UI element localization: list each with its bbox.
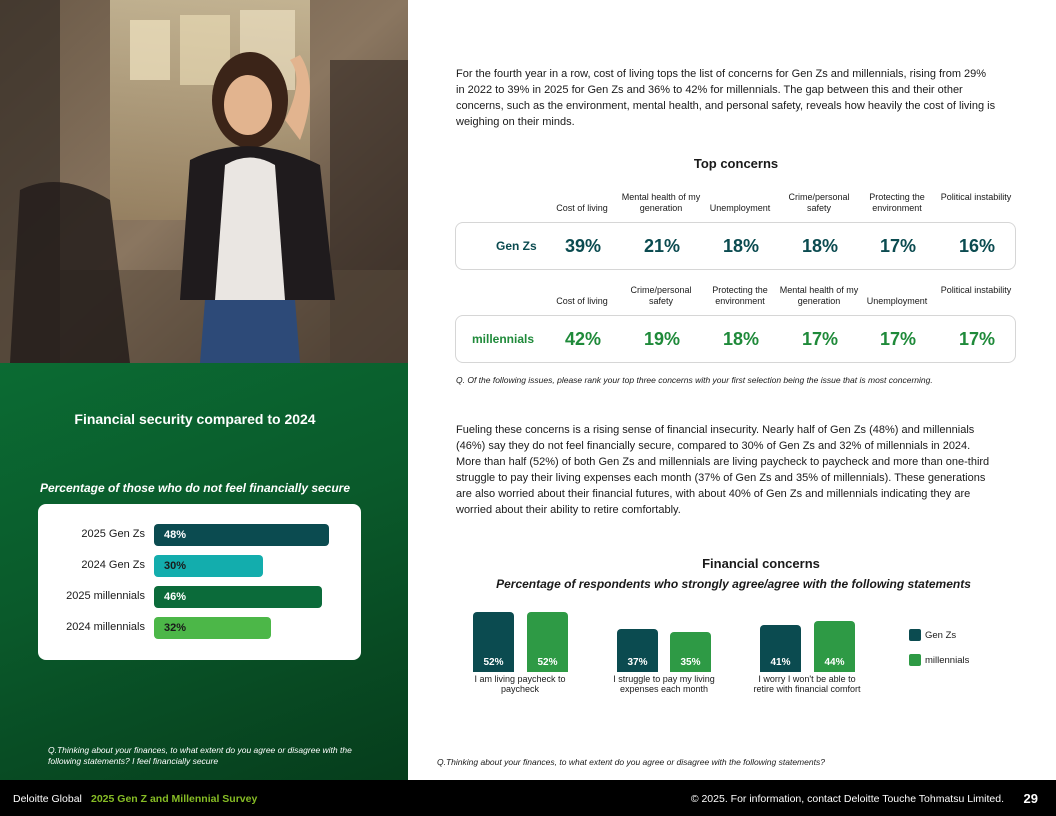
hbar-value-label: 32% bbox=[164, 622, 187, 634]
hbar-category-label: 2025 Gen Zs bbox=[81, 528, 145, 540]
hbar-row bbox=[38, 555, 361, 577]
page-footer bbox=[0, 780, 1056, 816]
millennial-concerns-row bbox=[455, 315, 1016, 363]
page-number: 29 bbox=[1023, 791, 1038, 806]
vbar-value-label: 35% bbox=[680, 656, 701, 668]
legend-millennials-swatch bbox=[909, 654, 921, 666]
financial-security-panel bbox=[0, 363, 408, 780]
hbar-value-label: 46% bbox=[164, 591, 187, 603]
concern-value: 16% bbox=[958, 236, 996, 256]
footer-survey-title: 2025 Gen Z and Millennial Survey bbox=[91, 793, 258, 805]
hbar-category-label: 2024 Gen Zs bbox=[81, 559, 145, 571]
vbar-value-label: 41% bbox=[770, 656, 791, 668]
genz-concerns-row bbox=[455, 222, 1016, 270]
financial-security-note: Q.Thinking about your finances, to what extent do you agree or disagree with the following statements? I feel financially secure bbox=[48, 745, 352, 766]
vbar-millennials bbox=[527, 612, 568, 672]
financial-security-chart bbox=[38, 504, 361, 660]
vbar-genz bbox=[760, 625, 801, 672]
concern-header: Cost of living bbox=[556, 203, 608, 213]
concern-value: 17% bbox=[801, 329, 839, 349]
genz-row-label: Gen Zs bbox=[496, 239, 537, 253]
concern-value: 21% bbox=[643, 236, 681, 256]
vbar-millennials bbox=[814, 621, 855, 672]
vbar-genz bbox=[473, 612, 514, 672]
hero-photo bbox=[0, 0, 408, 363]
concern-value: 18% bbox=[722, 236, 760, 256]
legend-genz-swatch bbox=[909, 629, 921, 641]
legend-genz-label: Gen Zs bbox=[925, 630, 957, 641]
concern-value: 42% bbox=[564, 329, 602, 349]
legend-millennials-label: millennials bbox=[925, 655, 970, 666]
intro-paragraph: For the fourth year in a row, cost of living tops the list of concerns for Gen Zs and millennials, rising from 29% in 2022 to 39% in 2025 for Gen Zs and 36% to 42% for millennials. The gap between this and their other concerns, such as the environment, mental health, and personal safety, reveals how heavily the cost of living is weighing on their minds. bbox=[456, 68, 996, 128]
financial-concerns-note: Q.Thinking about your finances, to what extent do you agree or disagree with the following statements? bbox=[437, 757, 825, 767]
hbar-row bbox=[38, 586, 361, 608]
financial-concerns-subtitle: Percentage of respondents who strongly agree/agree with the following statements bbox=[496, 577, 971, 591]
concern-value: 17% bbox=[958, 329, 996, 349]
financial-security-subtitle: Percentage of those who do not feel financially secure bbox=[39, 481, 351, 495]
vbar-value-label: 52% bbox=[483, 657, 504, 668]
concern-header: Mental health of my generation bbox=[621, 192, 701, 213]
hbar-value-label: 48% bbox=[164, 529, 187, 541]
concern-header: Crime/personal safety bbox=[630, 285, 692, 306]
hbar-bar bbox=[154, 524, 329, 546]
concern-header: Cost of living bbox=[556, 296, 608, 306]
concern-header: Political instability bbox=[940, 192, 1012, 202]
concern-header: Unemployment bbox=[709, 203, 771, 213]
concern-value: 18% bbox=[722, 329, 760, 349]
hbar-row bbox=[38, 524, 361, 546]
millennial-row-label: millennials bbox=[472, 332, 535, 346]
insecurity-paragraph: Fueling these concerns is a rising sense of financial insecurity. Nearly half of Gen Zs (48%) and millennials (46%) say they do not feel financially secure, compared to 30% of Gen Zs and 32% of millennials in 2024. More than half (52%) of both Gen Zs and millennials are living paycheck to paycheck and more than one-third struggle to pay their living expenses each month (37% of Gen Zs and 35% of millennials). These generations are also worried about their financial futures, with about 40% of Gen Zs and millennials indicating they are worried about their ability to retire comfortably. bbox=[456, 424, 990, 516]
vbar-value-label: 44% bbox=[824, 656, 845, 668]
concern-header: Crime/personal safety bbox=[788, 192, 850, 213]
concern-header: Unemployment bbox=[866, 296, 928, 306]
top-concerns-note: Q. Of the following issues, please rank your top three concerns with your first selection being the issue that is most concerning. bbox=[456, 375, 933, 385]
hbar-bar bbox=[154, 586, 322, 608]
hbar-bar bbox=[154, 617, 271, 639]
concern-value: 18% bbox=[801, 236, 839, 256]
millennial-concern-headers bbox=[543, 283, 1015, 311]
footer-copyright: © 2025. For information, contact Deloitte Touche Tohmatsu Limited. bbox=[690, 793, 1004, 805]
hbar-category-label: 2024 millennials bbox=[66, 621, 145, 633]
vbar-value-label: 37% bbox=[627, 656, 648, 668]
concern-header: Mental health of my generation bbox=[779, 285, 859, 306]
hbar-bar bbox=[154, 555, 263, 577]
hbar-value-label: 30% bbox=[164, 560, 187, 572]
top-concerns-title: Top concerns bbox=[693, 156, 779, 171]
concern-header: Political instability bbox=[940, 285, 1012, 295]
vbar-category-label: I am living paycheck to paycheck bbox=[474, 674, 566, 694]
hbar-category-label: 2025 millennials bbox=[66, 590, 145, 602]
financial-security-title: Financial security compared to 2024 bbox=[74, 411, 316, 427]
genz-concern-headers bbox=[543, 190, 1015, 218]
concern-value: 17% bbox=[879, 329, 917, 349]
vbar-category-label: I worry I won't be able to retire with financial comfort bbox=[753, 674, 861, 694]
concern-value: 19% bbox=[643, 329, 681, 349]
vbar-value-label: 52% bbox=[537, 657, 558, 668]
vbar-millennials bbox=[670, 632, 711, 672]
concern-header: Protecting the environment bbox=[712, 285, 768, 306]
vbar-category-label: I struggle to pay my living expenses each month bbox=[613, 674, 715, 694]
vbar-genz bbox=[617, 629, 658, 672]
concern-header: Protecting the environment bbox=[869, 192, 925, 213]
concern-value: 17% bbox=[879, 236, 917, 256]
financial-concerns-title: Financial concerns bbox=[702, 556, 820, 571]
footer-brand: Deloitte Global bbox=[13, 793, 82, 805]
hbar-row bbox=[38, 617, 361, 639]
concern-value: 39% bbox=[564, 236, 602, 256]
